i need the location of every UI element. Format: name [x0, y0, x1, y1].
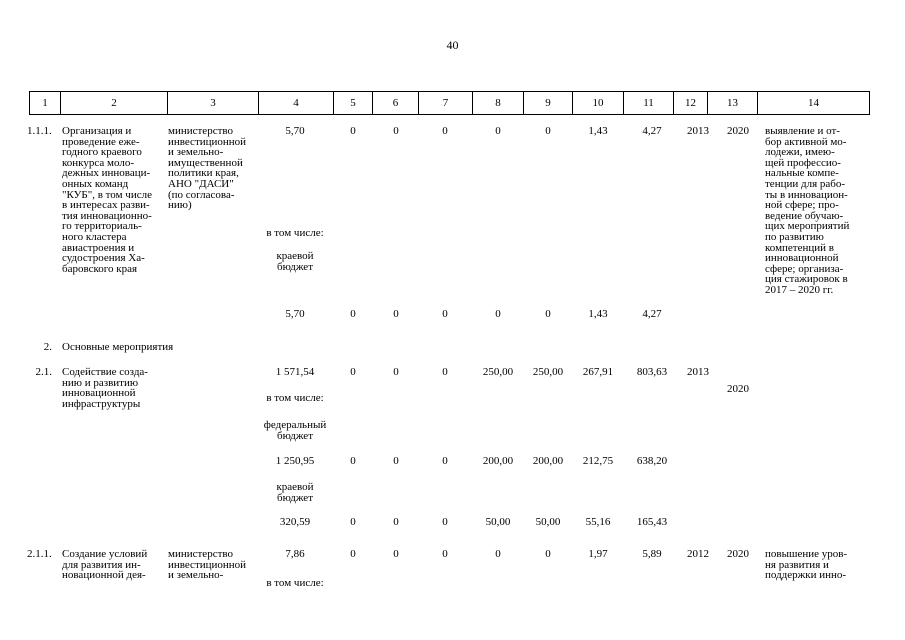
- total-value: 5,89: [642, 548, 662, 560]
- column-number-header: [29, 91, 870, 115]
- total-value: 267,91: [582, 366, 614, 378]
- expected-result-line: тенции для рабо-: [765, 177, 846, 190]
- row-number: 1.1.1.: [27, 125, 52, 137]
- header-cell: 3: [168, 92, 259, 115]
- header-cell: 6: [373, 92, 419, 115]
- total-value: 0: [442, 366, 448, 378]
- section-number: 2.: [43, 341, 52, 353]
- measure-name-line: дежных инноваци-: [62, 167, 151, 180]
- executor-line: министерство: [168, 125, 234, 137]
- executor: [168, 126, 246, 211]
- total-value: 0: [350, 125, 356, 137]
- measure-name-line: Содействие созда-: [62, 366, 148, 378]
- budget-source-line: бюджет: [277, 491, 313, 504]
- total-value: 1,97: [588, 548, 608, 560]
- measure-name-line: онных команд: [62, 177, 129, 190]
- budget-value: 0: [495, 308, 501, 320]
- measure-name-line: новационной дея-: [62, 569, 146, 582]
- measure-name-line: проведение еже-: [62, 135, 140, 148]
- budget-value: 0: [442, 455, 448, 467]
- budget-source: [252, 482, 338, 503]
- expected-result-line: сфере; организа-: [765, 262, 844, 275]
- header-cell: 7: [419, 92, 473, 115]
- total-value: 0: [442, 125, 448, 137]
- expected-result-line: ты в инновацион-: [765, 188, 848, 201]
- measure-name-line: Организация и: [62, 125, 132, 137]
- budget-value: 212,75: [582, 455, 614, 467]
- budget-source: [252, 251, 338, 272]
- total-value: 803,63: [636, 366, 668, 378]
- measure-name-line: баровского края: [62, 262, 138, 275]
- executor-line: нию): [168, 199, 192, 212]
- total-value: 250,00: [532, 366, 564, 378]
- measure-name-line: го территориаль-: [62, 220, 142, 233]
- measure-name-line: конкурса моло-: [62, 156, 134, 169]
- total-value: 1,43: [588, 125, 608, 137]
- expected-result-line: инновационной: [765, 252, 839, 265]
- expected-result-line: нальные компе-: [765, 167, 839, 180]
- budget-value: 0: [350, 516, 356, 528]
- header-cell: 4: [259, 92, 334, 115]
- end-year: 2020: [727, 383, 749, 395]
- measure-name-line: ного кластера: [62, 230, 127, 243]
- total-value: 0: [545, 125, 551, 137]
- measure-name-line: годного краевого: [62, 146, 142, 159]
- budget-value: 0: [442, 516, 448, 528]
- budget-value: 0: [393, 308, 399, 320]
- header-row: [30, 92, 870, 115]
- measure-name-line: для развития ин-: [62, 558, 141, 571]
- expected-result-line: щих мероприятий: [765, 220, 850, 233]
- row-number: 2.1.1.: [27, 548, 52, 560]
- expected-result-line: повышение уров-: [765, 548, 848, 560]
- total-value: 0: [442, 548, 448, 560]
- executor: [168, 549, 246, 581]
- header-cell: 2: [61, 92, 168, 115]
- including-label: в том числе:: [266, 392, 324, 404]
- budget-value: 1,43: [588, 308, 608, 320]
- budget-value: 0: [350, 455, 356, 467]
- expected-result-line: ной сфере; про-: [765, 199, 839, 212]
- budget-value: 0: [350, 308, 356, 320]
- header-cell: 14: [758, 92, 870, 115]
- header-cell: 1: [30, 92, 61, 115]
- header-cell: 8: [473, 92, 524, 115]
- total-value: 0: [393, 366, 399, 378]
- expected-result-line: выявление и от-: [765, 125, 840, 137]
- total-value: 7,86: [285, 548, 305, 560]
- header-cell: 13: [708, 92, 758, 115]
- budget-value: 50,00: [535, 516, 561, 528]
- end-year: 2020: [727, 548, 749, 560]
- executor-line: политики края,: [168, 167, 239, 180]
- total-value: 0: [350, 366, 356, 378]
- budget-value: 320,59: [279, 516, 311, 528]
- budget-value: 638,20: [636, 455, 668, 467]
- budget-value: 55,16: [585, 516, 611, 528]
- expected-result-line: лодежи, имею-: [765, 146, 835, 159]
- header-cell: 12: [674, 92, 708, 115]
- budget-source-line: краевой: [276, 250, 314, 262]
- executor-line: и земельно-: [168, 569, 224, 582]
- budget-value: 200,00: [482, 455, 514, 467]
- header-cell: 9: [524, 92, 573, 115]
- expected-result-line: щей профессио-: [765, 156, 841, 169]
- header-cell: 10: [573, 92, 624, 115]
- measure-name: [62, 367, 148, 409]
- header-cell: 5: [334, 92, 373, 115]
- row-number: 2.1.: [35, 366, 52, 378]
- measure-name-line: Создание условий: [62, 548, 148, 560]
- budget-source-line: бюджет: [277, 260, 313, 273]
- executor-line: и земельно-: [168, 146, 224, 159]
- page-number: 40: [446, 38, 459, 52]
- total-value: 0: [393, 125, 399, 137]
- total-value: 1 571,54: [275, 366, 315, 378]
- measure-name-line: авиастроения и: [62, 241, 135, 254]
- measure-name-line: судостроения Ха-: [62, 252, 145, 265]
- header-cell: 11: [624, 92, 674, 115]
- budget-value: 50,00: [485, 516, 511, 528]
- budget-source-line: краевой: [276, 481, 314, 493]
- measure-name-line: нию и развитию: [62, 376, 139, 389]
- budget-value: 165,43: [636, 516, 668, 528]
- executor-line: АНО "ДАСИ": [168, 177, 234, 190]
- expected-result-line: поддержки инно-: [765, 569, 847, 582]
- measure-name-line: инновационной: [62, 387, 136, 400]
- total-value: 0: [495, 125, 501, 137]
- expected-result: [765, 549, 847, 581]
- budget-source: [252, 420, 338, 441]
- budget-value: 0: [545, 308, 551, 320]
- expected-result-line: бор активной мо-: [765, 135, 847, 148]
- expected-result-line: по развитию: [765, 230, 824, 243]
- start-year: 2013: [687, 366, 709, 378]
- measure-name: [62, 549, 147, 581]
- measure-name: [62, 126, 152, 274]
- total-value: 5,70: [285, 125, 305, 137]
- section-title: Основные мероприятия: [62, 341, 174, 353]
- expected-result-line: ведение обучаю-: [765, 209, 844, 222]
- total-value: 250,00: [482, 366, 514, 378]
- expected-result-line: 2017 – 2020 гг.: [765, 283, 834, 296]
- budget-value: 1 250,95: [275, 455, 315, 467]
- expected-result-line: компетенций в: [765, 241, 834, 254]
- executor-line: инвестиционной: [168, 135, 247, 148]
- expected-result: [765, 126, 849, 296]
- total-value: 0: [545, 548, 551, 560]
- budget-value: 4,27: [642, 308, 662, 320]
- expected-result-line: ция стажировок в: [765, 273, 848, 286]
- total-value: 0: [393, 548, 399, 560]
- start-year: 2013: [687, 125, 709, 137]
- start-year: 2012: [687, 548, 709, 560]
- total-value: 4,27: [642, 125, 662, 137]
- total-value: 0: [350, 548, 356, 560]
- expected-result-line: ня развития и: [765, 558, 829, 571]
- measure-name-line: тия инновационно-: [62, 209, 152, 222]
- measure-name-line: в интересах разви-: [62, 199, 150, 212]
- budget-value: 200,00: [532, 455, 564, 467]
- executor-line: (по согласова-: [168, 188, 235, 201]
- executor-line: министерство: [168, 548, 234, 560]
- including-label: в том числе:: [266, 227, 324, 239]
- budget-value: 0: [442, 308, 448, 320]
- budget-value: 0: [393, 516, 399, 528]
- end-year: 2020: [727, 125, 749, 137]
- total-value: 0: [495, 548, 501, 560]
- budget-source-line: бюджет: [277, 429, 313, 442]
- executor-line: имущественной: [168, 156, 243, 169]
- measure-name-line: "КУБ", в том числе: [62, 188, 152, 201]
- budget-value: 5,70: [285, 308, 305, 320]
- including-label: в том числе:: [266, 577, 324, 589]
- executor-line: инвестиционной: [168, 558, 247, 571]
- budget-source-line: федеральный: [263, 419, 327, 431]
- budget-value: 0: [393, 455, 399, 467]
- measure-name-line: инфраструктуры: [62, 397, 141, 410]
